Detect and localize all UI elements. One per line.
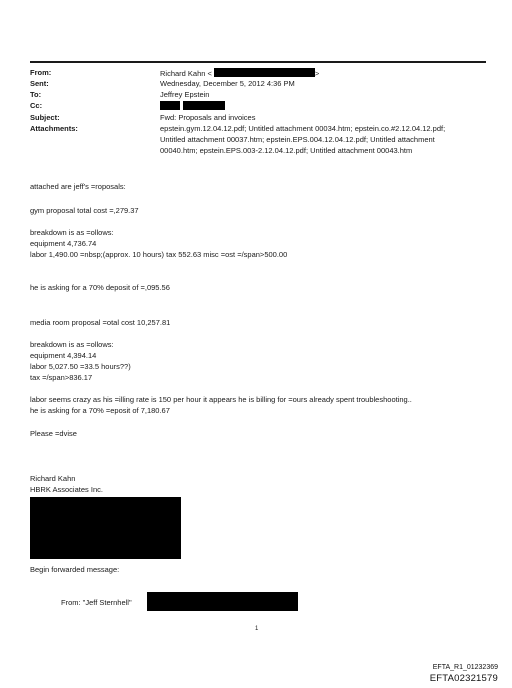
body-text: breakdown is as =ollows:: [30, 228, 114, 237]
body-text: media room proposal =otal cost 10,257.81: [30, 318, 171, 327]
subject-value: Fwd: Proposals and invoices: [160, 113, 256, 122]
redaction-box: [214, 68, 315, 77]
attachment-line: 00040.htm; epstein.EPS.003-2.12.04.12.pdf; Untitled attachment 00043.htm: [160, 146, 413, 155]
redaction-box: [147, 592, 298, 611]
to-value: Jeffrey Epstein: [160, 90, 210, 99]
signature-name: Richard Kahn: [30, 474, 76, 483]
body-text: labor seems crazy as his =illing rate is 150 per hour it appears he is billing for =ours already spent troubleshooting..: [30, 395, 412, 404]
signature-company: HBRK Associates Inc.: [30, 485, 103, 494]
redaction-box: [30, 497, 181, 559]
from-close: >: [314, 69, 320, 78]
attachment-line: Untitled attachment 00037.htm; epstein.EPS.004.12.04.12.pdf; Untitled attachment: [160, 135, 435, 144]
attachments-label: Attachments:: [30, 124, 78, 133]
body-text: equipment 4,736.74: [30, 239, 97, 248]
from-value: [160, 68, 319, 79]
from-name: Richard Kahn <: [160, 69, 212, 78]
redaction-box: [183, 101, 225, 110]
body-text: Please =dvise: [30, 429, 77, 438]
cc-label: Cc:: [30, 101, 43, 110]
forward-header: Begin forwarded message:: [30, 565, 120, 574]
to-label: To:: [30, 90, 42, 99]
body-text: gym proposal total cost =,279.37: [30, 206, 139, 215]
redaction-box: [160, 101, 180, 110]
body-text: he is asking for a 70% deposit of =,095.56: [30, 283, 170, 292]
body-text: breakdown is as =ollows:: [30, 340, 114, 349]
subject-label: Subject:: [30, 113, 60, 122]
body-text: tax =/span>836.17: [30, 373, 93, 382]
from-label: From:: [30, 68, 52, 77]
page-number: 1: [255, 626, 259, 632]
sent-label: Sent:: [30, 79, 49, 88]
body-text: he is asking for a 70% =eposit of 7,180.67: [30, 406, 170, 415]
forwarded-from: From: "Jeff Sternhell": [61, 598, 132, 607]
footer-id-small: EFTA_R1_01232369: [432, 664, 498, 671]
body-text: labor 1,490.00 =nbsp;(approx. 10 hours) tax 552.63 misc =ost =/span>500.00: [30, 250, 288, 259]
body-text: labor 5,027.50 =33.5 hours??): [30, 362, 131, 371]
sent-value: Wednesday, December 5, 2012 4:36 PM: [160, 79, 295, 88]
body-text: equipment 4,394.14: [30, 351, 97, 360]
body-text: attached are jeff's =roposals:: [30, 182, 126, 191]
attachment-line: epstein.gym.12.04.12.pdf; Untitled attachment 00034.htm; epstein.co.#2.12.04.12.pdf;: [160, 124, 446, 133]
footer-id-large: EFTA02321579: [429, 673, 498, 684]
header-rule: [30, 61, 486, 63]
